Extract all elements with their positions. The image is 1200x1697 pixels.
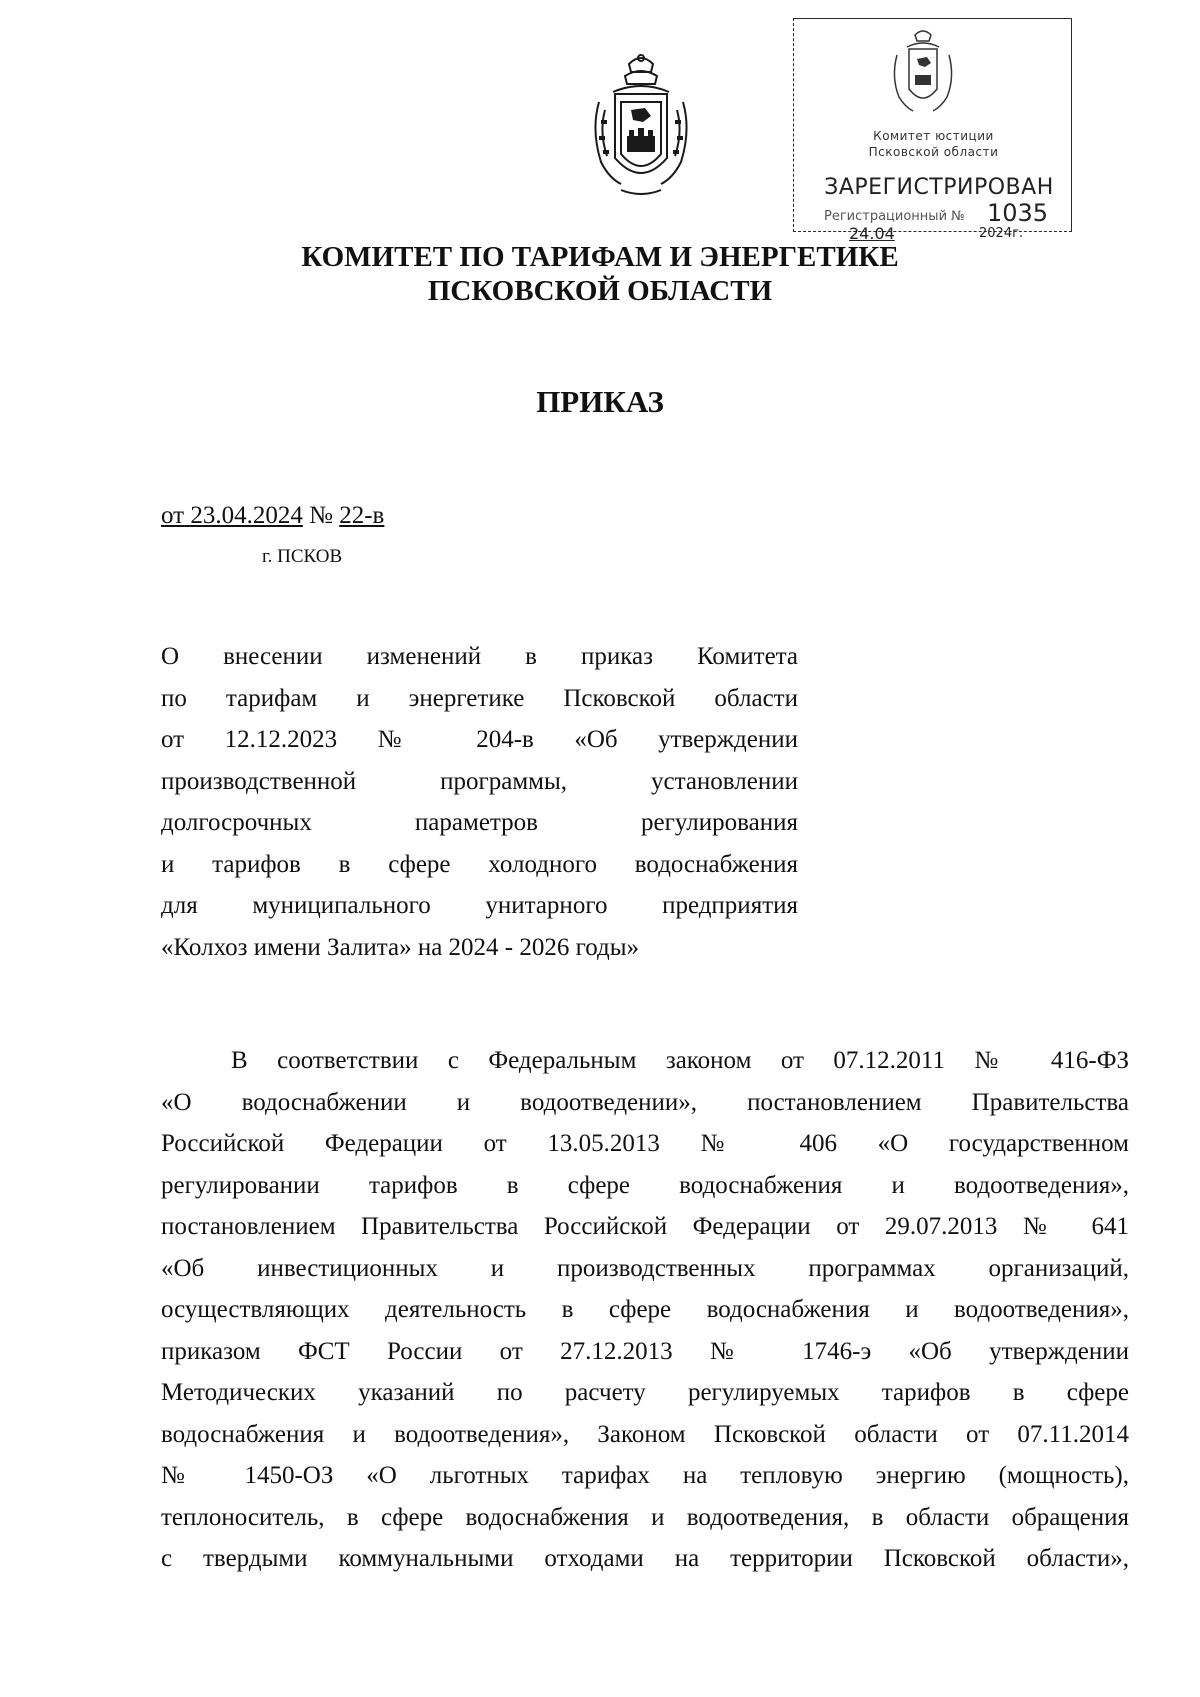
order-date: 23.04.2024 bbox=[190, 502, 303, 529]
registration-stamp bbox=[793, 18, 1072, 243]
stamp-year: 2024г. bbox=[979, 226, 1024, 241]
stamp-registered-label: ЗАРЕГИСТРИРОВАН bbox=[824, 175, 1054, 200]
org-title-line-1: КОМИТЕТ ПО ТАРИФАМ И ЭНЕРГЕТИКЕ bbox=[301, 241, 899, 273]
org-title-line-2: ПСКОВСКОЙ ОБЛАСТИ bbox=[427, 275, 773, 307]
body-line: В соответствии с Федеральным законом от 07.12.2011 № 416-ФЗ bbox=[231, 1047, 1129, 1074]
stamp-regnum-label: Регистрационный № bbox=[824, 209, 965, 224]
body-line: «Об инвестиционных и производственных программах организаций, bbox=[161, 1254, 1129, 1282]
subject-line: от 12.12.2023 № 204-в «Об утверждении bbox=[161, 726, 798, 753]
subject-line: производственной программы, установлении bbox=[161, 767, 798, 795]
stamp-org-line-1: Комитет юстиции bbox=[873, 129, 994, 143]
body-line: постановлением Правительства Российской Федерации от 29.07.2013 № 641 bbox=[161, 1213, 1129, 1240]
body-line: осуществляющих деятельность в сфере водоснабжения и водоотведения», bbox=[161, 1296, 1129, 1323]
body-line: Методических указаний по расчету регулируемых тарифов в сфере bbox=[161, 1379, 1129, 1406]
stamp-emblem-icon bbox=[889, 27, 957, 117]
order-city: г. ПСКОВ bbox=[262, 546, 343, 567]
body-line: Российской Федерации от 13.05.2013 № 406 «О государственном bbox=[161, 1130, 1129, 1157]
order-date-prefix: от bbox=[161, 502, 185, 529]
subject-line: для муниципального унитарного предприятия bbox=[161, 892, 798, 919]
stamp-date: 24.04 bbox=[849, 224, 895, 243]
order-date-line bbox=[161, 502, 384, 530]
organization-title bbox=[0, 240, 1200, 308]
body-line: «О водоснабжении и водоотведении», постановлением Правительства bbox=[161, 1088, 1129, 1116]
subject-line: по тарифам и энергетике Псковской области bbox=[161, 684, 798, 712]
stamp-regnum: 1035 bbox=[987, 199, 1049, 227]
order-subject bbox=[161, 636, 798, 968]
body-line: водоснабжения и водоотведения», Законом Псковской области от 07.11.2014 bbox=[161, 1420, 1129, 1448]
order-number: 22-в bbox=[339, 502, 385, 529]
body-line: теплоноситель, в сфере водоснабжения и водоотведения, в области обращения bbox=[161, 1503, 1129, 1531]
stamp-org-line-2: Псковской области bbox=[868, 145, 999, 159]
subject-line: долгосрочных параметров регулирования bbox=[161, 809, 798, 836]
document-type-heading: ПРИКАЗ bbox=[536, 384, 664, 419]
order-number-sign: № bbox=[309, 502, 333, 529]
subject-line: «Колхоз имени Залита» на 2024 - 2026 годы» bbox=[161, 933, 640, 961]
coat-of-arms-emblem bbox=[585, 50, 697, 200]
order-body bbox=[161, 1040, 1129, 1580]
body-line: № 1450-ОЗ «О льготных тарифах на тепловую энергию (мощность), bbox=[161, 1462, 1129, 1489]
body-line: регулировании тарифов в сфере водоснабжения и водоотведения», bbox=[161, 1171, 1129, 1199]
body-line: с твердыми коммунальными отходами на территории Псковской области», bbox=[161, 1545, 1129, 1572]
subject-line: О внесении изменений в приказ Комитета bbox=[161, 643, 798, 670]
subject-line: и тарифов в сфере холодного водоснабжения bbox=[161, 850, 798, 878]
body-line: приказом ФСТ России от 27.12.2013 № 1746-э «Об утверждении bbox=[161, 1337, 1129, 1365]
